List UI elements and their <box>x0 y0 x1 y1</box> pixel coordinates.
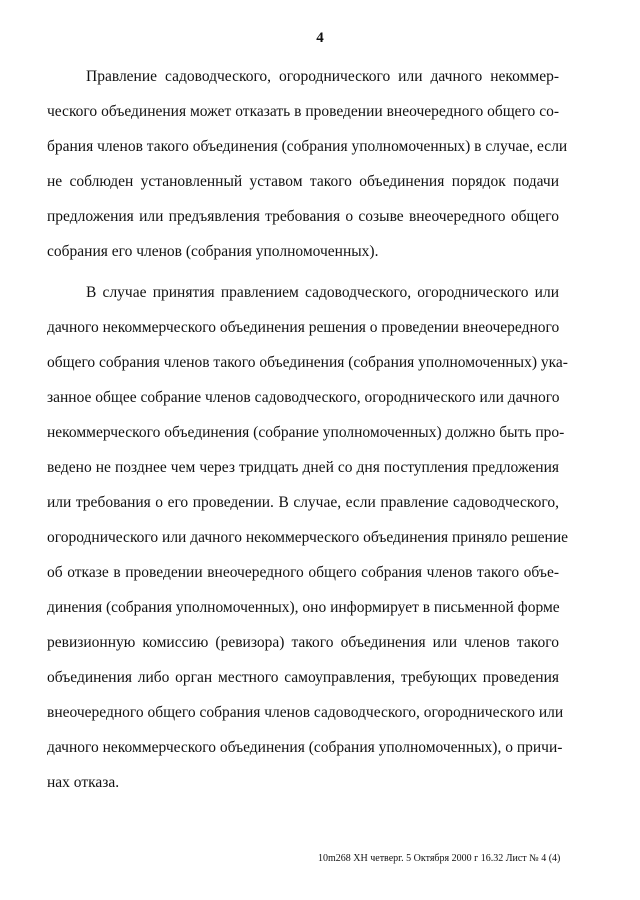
paragraph-1-line-1: Правление садоводческого, огороднического или дачного некоммер- <box>86 68 559 85</box>
paragraph-2-line-3: общего собрания членов такого объединения (собрания уполномоченных) ука- <box>47 354 568 371</box>
paragraph-2-line-6: ведено не позднее чем через тридцать дней со дня поступления предложения <box>47 459 559 476</box>
paragraph-2-line-1: В случае принятия правлением садоводческого, огороднического или <box>86 284 559 301</box>
paragraph-2-line-10: динения (собрания уполномоченных), оно информирует в письменной форме <box>47 599 560 616</box>
paragraph-1-line-6: собрания его членов (собрания уполномоченных). <box>47 243 379 260</box>
paragraph-2-line-12: объединения либо орган местного самоуправления, требующих проведения <box>47 669 559 686</box>
paragraph-2-line-4: занное общее собрание членов садоводческого, огороднического или дачного <box>47 389 560 406</box>
paragraph-1-line-2: ческого объединения может отказать в проведении внеочередного общего со- <box>47 103 559 120</box>
paragraph-1-line-3: брания членов такого объединения (собрания уполномоченных) в случае, если <box>47 138 568 155</box>
paragraph-2-line-5: некоммерческого объединения (собрание уполномоченных) должно быть про- <box>47 424 565 441</box>
paragraph-2-line-15: нах отказа. <box>47 774 120 791</box>
paragraph-2-line-13: внеочередного общего собрания членов садоводческого, огороднического или <box>47 704 564 721</box>
paragraph-2-line-9: об отказе в проведении внеочередного общего собрания членов такого объе- <box>47 564 559 581</box>
paragraph-1-line-5: предложения или предъявления требования о созыве внеочередного общего <box>47 208 559 225</box>
paragraph-2-line-8: огороднического или дачного некоммерческого объединения приняло решение <box>47 529 569 546</box>
paragraph-2-line-2: дачного некоммерческого объединения решения о проведении внеочередного <box>47 319 560 336</box>
paragraph-2-line-14: дачного некоммерческого объединения (собрания уполномоченных), о причи- <box>47 739 563 756</box>
paragraph-2-line-7: или требования о его проведении. В случае, если правление садоводческого, <box>47 494 559 511</box>
document-footer: 10m268 ХН четверг. 5 Октября 2000 г 16.32 Лист № 4 (4) <box>318 853 561 864</box>
page-number: 4 <box>316 30 324 46</box>
paragraph-2-line-11: ревизионную комиссию (ревизора) такого объединения или членов такого <box>47 634 559 651</box>
paragraph-1-line-4: не соблюден установленный уставом такого объединения порядок подачи <box>47 173 559 190</box>
